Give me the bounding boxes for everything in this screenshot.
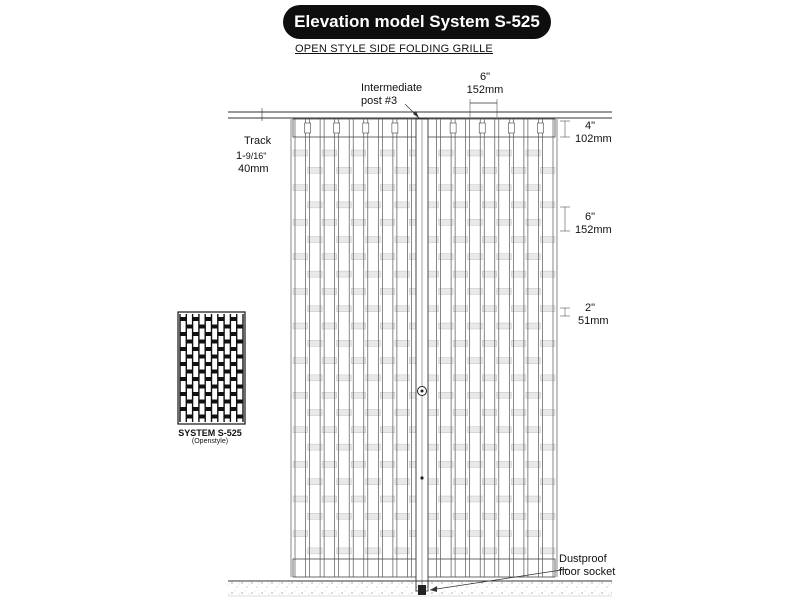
thumb-bar xyxy=(180,407,186,411)
thumb-bar xyxy=(199,355,205,359)
thumb-bar xyxy=(218,377,224,381)
thumbnail-subtitle: (Openstyle) xyxy=(191,438,229,445)
track-imperial-whole: 1- xyxy=(236,150,246,162)
thumb-bar xyxy=(186,355,192,359)
thumb-bar xyxy=(212,340,218,344)
thumb-bar xyxy=(224,385,230,389)
thumb-bar xyxy=(199,370,205,374)
thumbnail-title: SYSTEM S-525 xyxy=(178,428,242,438)
track-dimension xyxy=(258,108,266,121)
dim-top-imperial: 4" xyxy=(585,120,596,132)
carrier xyxy=(363,123,369,133)
thumb-bar xyxy=(230,392,236,396)
thumb-bar xyxy=(237,340,243,344)
carrier xyxy=(479,123,485,133)
page-title: Elevation model System S-525 xyxy=(294,12,540,31)
dim-mid-metric: 152mm xyxy=(575,224,612,236)
thumb-bar xyxy=(193,362,199,366)
carrier xyxy=(392,123,398,133)
thumb-bar xyxy=(205,362,211,366)
thumb-bar xyxy=(224,400,230,404)
carrier xyxy=(334,123,340,133)
thumb-bar xyxy=(218,392,224,396)
thumb-bar xyxy=(186,415,192,419)
thumb-bar xyxy=(218,332,224,336)
intermediate-post xyxy=(416,119,428,591)
top-spacing-dimension xyxy=(470,99,497,117)
thumb-bar xyxy=(186,340,192,344)
thumb-bar xyxy=(237,385,243,389)
right-dimension-ticks xyxy=(560,121,570,316)
socket-label-line2: floor socket xyxy=(559,566,616,578)
thumb-bar xyxy=(237,355,243,359)
thumb-bar xyxy=(224,340,230,344)
thumb-bar xyxy=(224,355,230,359)
thumb-bar xyxy=(218,362,224,366)
thumb-bar xyxy=(237,370,243,374)
thumb-bar xyxy=(224,370,230,374)
thumb-bar xyxy=(186,325,192,329)
thumb-bar xyxy=(218,407,224,411)
thumb-bar xyxy=(237,415,243,419)
socket-label xyxy=(559,553,615,579)
track-label-metric: 40mm xyxy=(238,163,269,175)
thumb-bar xyxy=(212,355,218,359)
track-label xyxy=(236,135,271,176)
thumb-bar xyxy=(199,385,205,389)
ceiling-track xyxy=(228,112,612,118)
top-spacing-imperial: 6" xyxy=(479,71,491,83)
dim-top-label xyxy=(575,120,612,146)
dim-top-metric: 102mm xyxy=(575,133,612,145)
thumb-bar xyxy=(205,392,211,396)
dim-mid-label xyxy=(575,211,612,237)
carrier xyxy=(450,123,456,133)
top-spacing-metric: 152mm xyxy=(466,84,504,96)
track-label-title: Track xyxy=(244,135,272,147)
thumb-bar xyxy=(205,347,211,351)
thumb-bar xyxy=(180,362,186,366)
post-pin xyxy=(420,476,423,479)
thumb-bar xyxy=(237,400,243,404)
thumb-bar xyxy=(230,407,236,411)
thumb-bar xyxy=(212,400,218,404)
track-imperial-frac: 9/16" xyxy=(245,151,267,161)
post-label xyxy=(361,82,422,108)
thumb-bar xyxy=(230,332,236,336)
thumb-bar xyxy=(193,332,199,336)
thumb-bar xyxy=(193,317,199,321)
thumb-bar xyxy=(212,385,218,389)
thumb-bar xyxy=(230,347,236,351)
thumb-bar xyxy=(237,325,243,329)
post-label-line1: Intermediate xyxy=(361,82,423,94)
thumb-bar xyxy=(212,325,218,329)
thumb-bar xyxy=(230,377,236,381)
carrier xyxy=(508,123,514,133)
thumb-bar xyxy=(180,347,186,351)
thumb-bar xyxy=(230,362,236,366)
thumb-bar xyxy=(205,407,211,411)
dim-low-label xyxy=(575,302,609,328)
thumb-bar xyxy=(199,340,205,344)
thumb-bar xyxy=(193,347,199,351)
carrier xyxy=(537,123,543,133)
thumb-bar xyxy=(199,415,205,419)
dim-mid-imperial: 6" xyxy=(585,211,596,223)
thumb-bar xyxy=(212,370,218,374)
thumb-bar xyxy=(186,400,192,404)
thumb-bar xyxy=(212,415,218,419)
post-label-line2: post #3 xyxy=(361,95,398,107)
top-spacing-label xyxy=(460,71,510,97)
thumb-bar xyxy=(193,407,199,411)
thumb-bar xyxy=(186,385,192,389)
floor-socket xyxy=(418,585,426,595)
dim-low-metric: 51mm xyxy=(578,315,609,327)
thumb-bar xyxy=(180,392,186,396)
thumb-bar xyxy=(180,332,186,336)
thumb-bar xyxy=(224,325,230,329)
thumb-bar xyxy=(199,325,205,329)
thumb-bar xyxy=(193,377,199,381)
thumb-bar xyxy=(205,332,211,336)
thumb-bar xyxy=(205,377,211,381)
thumb-bar xyxy=(224,415,230,419)
page-subtitle: OPEN STYLE SIDE FOLDING GRILLE xyxy=(295,43,493,55)
socket-label-line1: Dustproof xyxy=(559,553,607,565)
thumb-bar xyxy=(218,347,224,351)
thumb-bar xyxy=(180,317,186,321)
thumb-bar xyxy=(205,317,211,321)
thumb-bar xyxy=(180,377,186,381)
thumb-bar xyxy=(199,400,205,404)
dim-low-imperial: 2" xyxy=(585,302,596,314)
thumb-bar xyxy=(193,392,199,396)
thumb-bar xyxy=(218,317,224,321)
lock-icon xyxy=(418,387,427,396)
thumb-bar xyxy=(230,317,236,321)
carrier xyxy=(305,123,311,133)
track-label-imperial xyxy=(236,150,271,163)
thumb-bar xyxy=(186,370,192,374)
